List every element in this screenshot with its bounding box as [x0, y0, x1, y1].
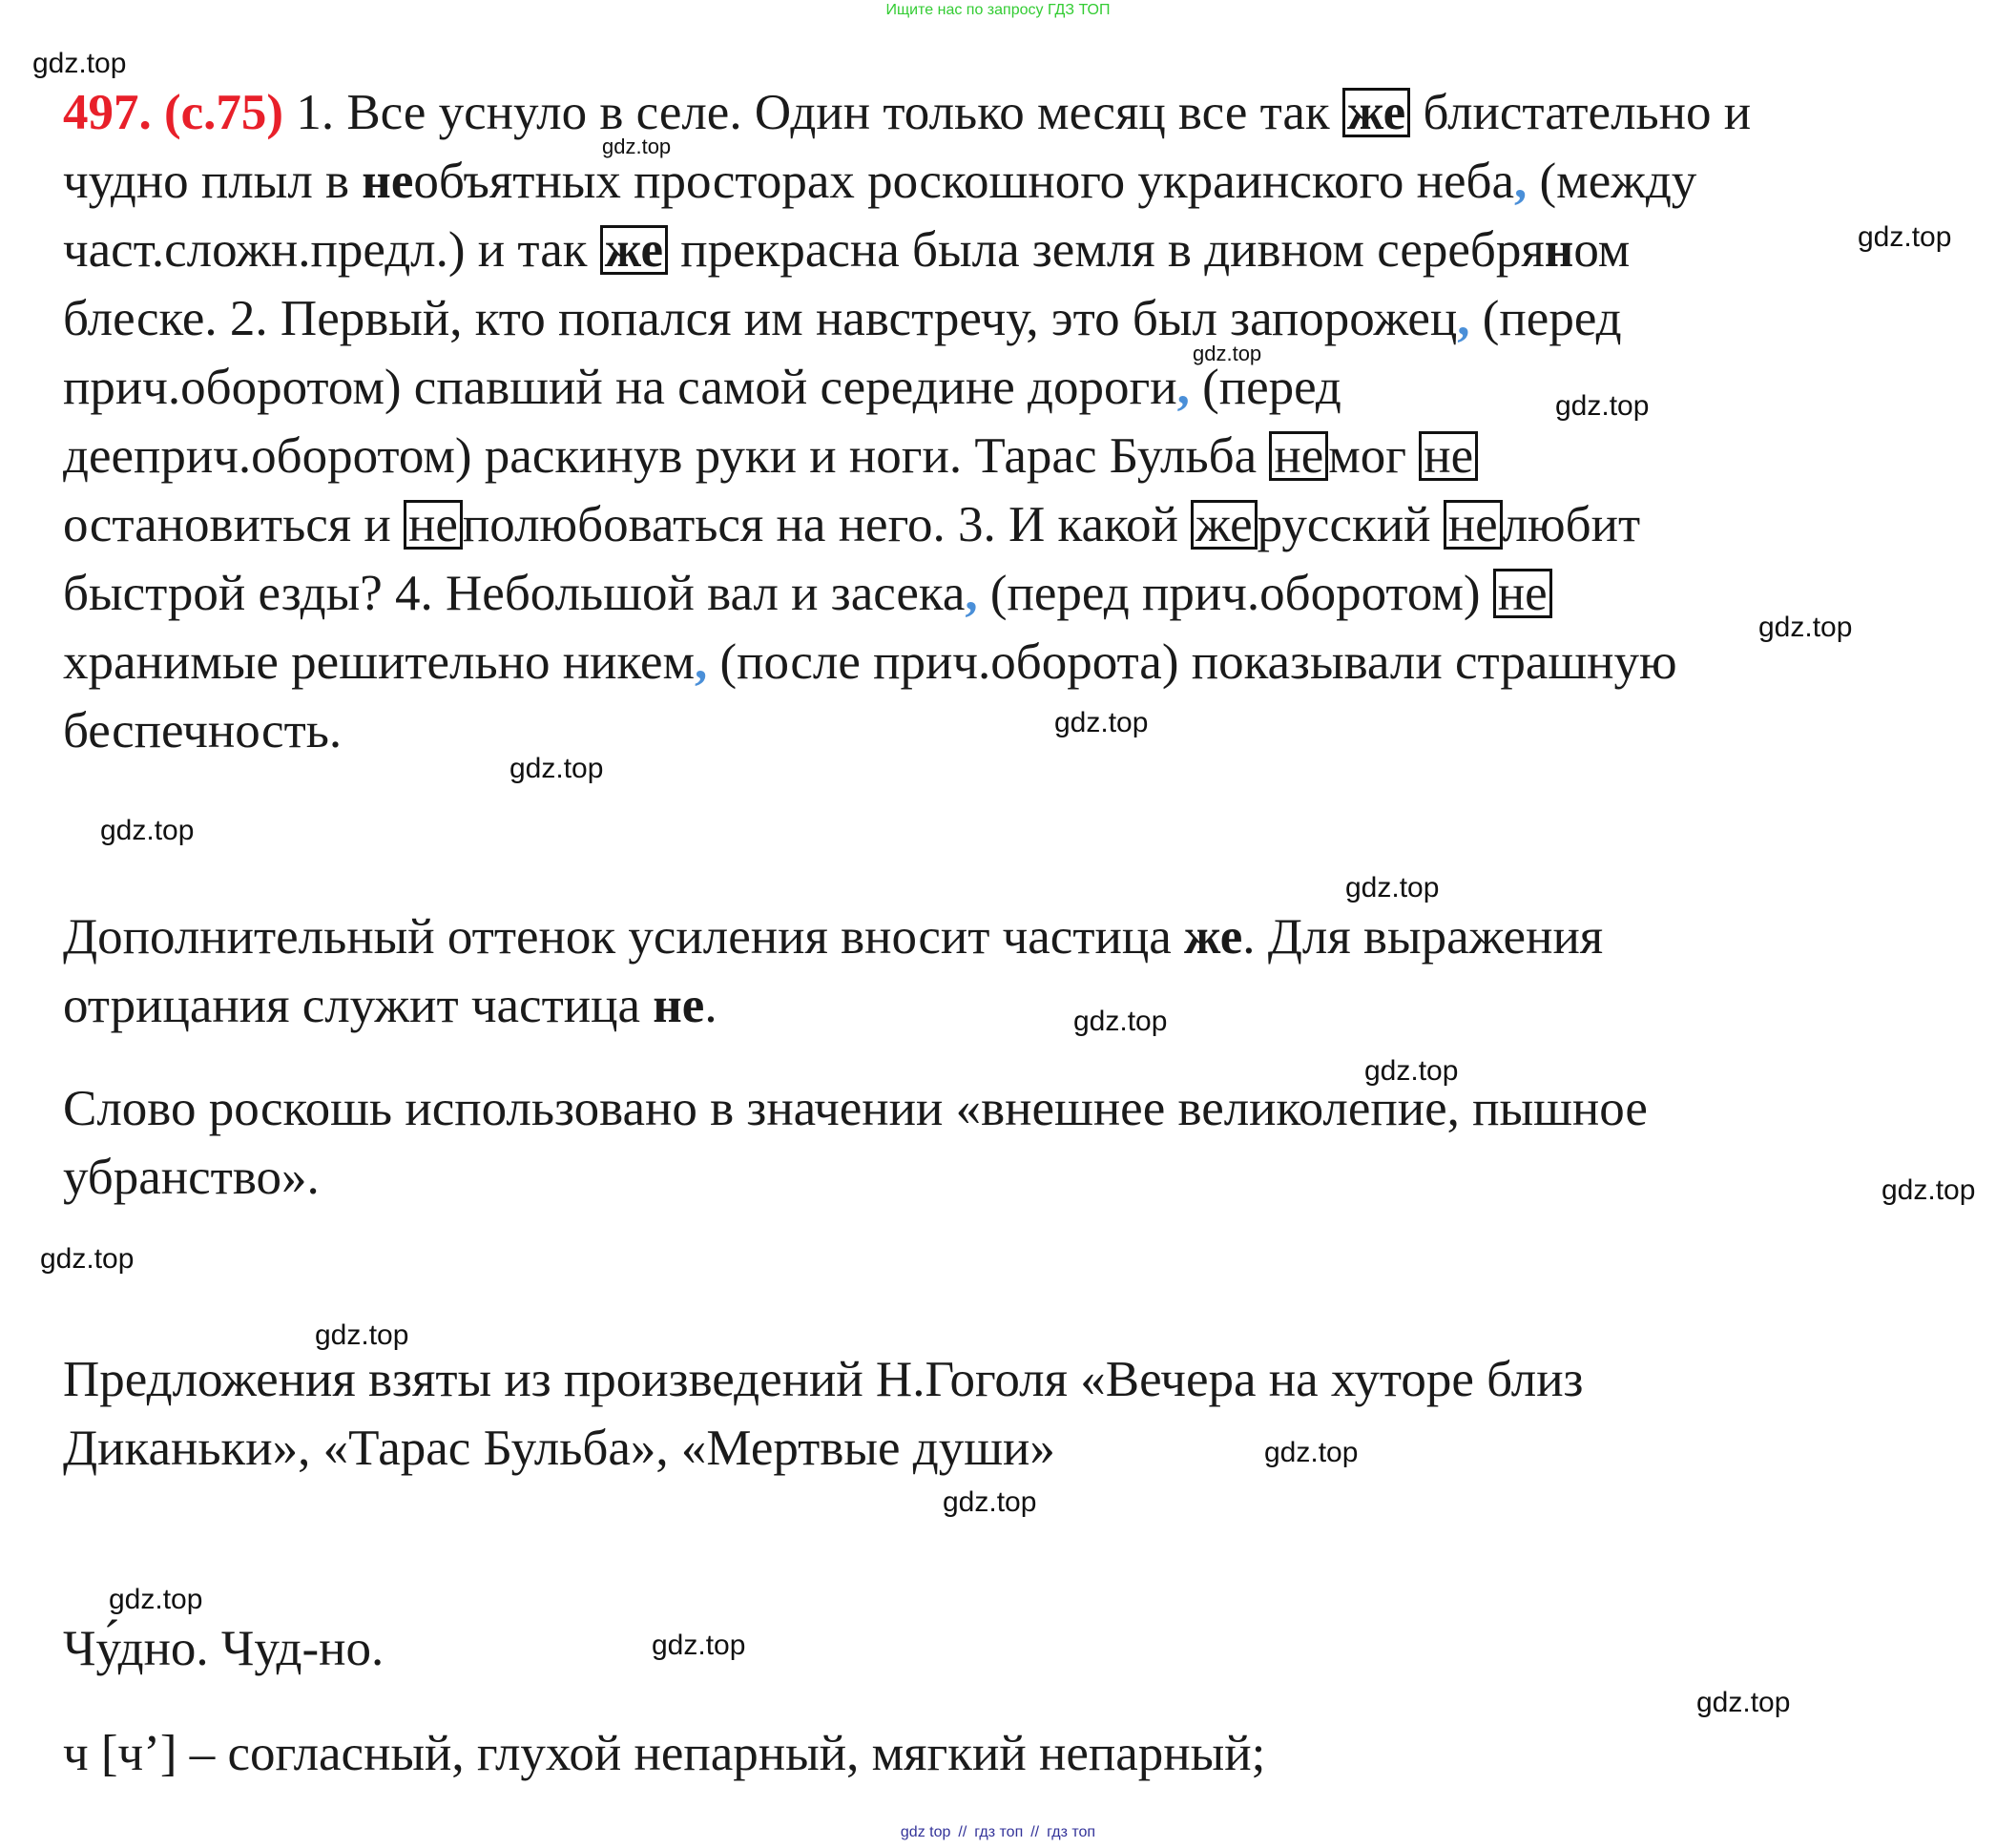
- text-span: (перед прич.оборотом): [977, 566, 1493, 621]
- footer-link[interactable]: гдз топ: [974, 1824, 1024, 1840]
- text-line: ч [ч’] – согласный, глухой непарный, мягкий непарный;: [63, 1726, 1266, 1781]
- watermark: gdz.top: [1364, 1055, 1459, 1087]
- text-span: (после прич.оборота) показывали страшную: [707, 634, 1677, 690]
- text-line: [63, 903, 1933, 971]
- particle-box: не: [1444, 500, 1503, 550]
- text-span: хранимые решительно никем: [63, 634, 696, 690]
- exercise-text: [63, 78, 1933, 765]
- text-line: [63, 147, 1933, 216]
- text-line: [63, 628, 1933, 696]
- text-span: . Для выражения: [1242, 909, 1604, 965]
- text-line: [63, 284, 1933, 353]
- comma-mark: ,: [965, 566, 978, 621]
- particle-box: же: [600, 225, 668, 275]
- watermark: gdz.top: [652, 1630, 746, 1661]
- text-span: мог: [1328, 428, 1420, 484]
- word-analysis: [63, 1614, 1933, 1683]
- text-span: (перед: [1189, 360, 1341, 415]
- watermark: gdz.top: [315, 1319, 409, 1351]
- particle-box: не: [1269, 431, 1328, 481]
- text-line: [63, 353, 1933, 422]
- text-span: быстрой езды? 4. Небольшой вал и засека: [63, 566, 966, 621]
- text-line: [63, 216, 1933, 284]
- watermark: gdz.top: [40, 1243, 135, 1275]
- watermark: gdz.top: [1696, 1687, 1791, 1718]
- footer-link[interactable]: гдз топ: [1047, 1824, 1096, 1840]
- watermark: gdz.top: [1882, 1174, 1976, 1206]
- text-span: .: [704, 978, 717, 1033]
- text-line: [63, 78, 1933, 147]
- watermark: gdz.top: [1193, 342, 1262, 365]
- bold-particle: не: [362, 154, 414, 209]
- text-span: (перед: [1469, 291, 1622, 346]
- text-span: полюбоваться на него. 3. И какой: [462, 497, 1192, 552]
- text-span: ом: [1573, 222, 1631, 278]
- bold-particle: не: [653, 978, 705, 1033]
- watermark: gdz.top: [1073, 1006, 1168, 1037]
- watermark: gdz.top: [509, 753, 604, 784]
- text-line: убранство».: [63, 1150, 320, 1205]
- text-line: [63, 490, 1933, 559]
- exercise-number: 497. (с.75): [63, 85, 284, 140]
- text-span: част.сложн.предл.) и так: [63, 222, 600, 278]
- text-span: остановиться и: [63, 497, 405, 552]
- footer-links: [0, 1824, 1996, 1841]
- bold-particle: же: [1183, 909, 1243, 965]
- text-span: блеске. 2. Первый, кто попался им навстречу, это был запорожец: [63, 291, 1458, 346]
- text-line: [63, 559, 1933, 628]
- text-span: любит: [1502, 497, 1641, 552]
- text-span: отрицания служит частица: [63, 978, 654, 1033]
- comma-mark: ,: [1457, 291, 1470, 346]
- comma-mark: ,: [1176, 360, 1190, 415]
- text-line: Чу́дно. Чуд-но.: [63, 1621, 385, 1676]
- watermark: gdz.top: [1054, 707, 1149, 738]
- text-span: блистательно и: [1410, 85, 1752, 140]
- particle-explanation: [63, 903, 1933, 1040]
- watermark: gdz.top: [100, 815, 195, 846]
- particle-box: не: [404, 500, 463, 550]
- phonetic-analysis: [63, 1719, 1933, 1788]
- watermark: gdz.top: [1758, 612, 1853, 643]
- text-span: чудно плыл в: [63, 154, 363, 209]
- top-banner[interactable]: Ищите нас по запросу ГДЗ ТОП: [885, 2, 1111, 18]
- footer-separator: //: [1030, 1824, 1040, 1840]
- text-span: 1. Все уснуло в селе. Один только месяц все так: [283, 85, 1342, 140]
- watermark: gdz.top: [1345, 872, 1440, 903]
- particle-box: же: [1191, 500, 1257, 550]
- watermark: gdz.top: [943, 1486, 1037, 1518]
- watermark: gdz.top: [602, 135, 672, 158]
- text-span: Дополнительный оттенок усиления вносит частица: [63, 909, 1184, 965]
- watermark: gdz.top: [109, 1584, 203, 1615]
- particle-box: же: [1342, 88, 1410, 137]
- watermark: gdz.top: [1858, 221, 1952, 253]
- bold-letter: н: [1544, 222, 1574, 278]
- text-line: [63, 971, 1933, 1040]
- watermark: gdz.top: [1264, 1437, 1359, 1468]
- text-span: русский: [1257, 497, 1444, 552]
- comma-mark: ,: [695, 634, 708, 690]
- text-span: дееприч.оборотом) раскинув руки и ноги. Тарас Бульба: [63, 428, 1270, 484]
- text-line: Диканьки», «Тарас Бульба», «Мертвые души»: [63, 1421, 1055, 1476]
- particle-box: не: [1493, 569, 1552, 618]
- text-span: прекрасна была земля в дивном серебря: [667, 222, 1545, 278]
- text-line: Предложения взяты из произведений Н.Гоголя «Вечера на хуторе близ: [63, 1352, 1584, 1407]
- text-span: прич.оборотом) спавший на самой середине дороги: [63, 360, 1177, 415]
- text-line: беспечность.: [63, 703, 343, 758]
- text-span: (между: [1527, 154, 1697, 209]
- text-line: [63, 422, 1933, 490]
- text-span: объятных просторах роскошного украинского неба: [413, 154, 1514, 209]
- watermark: gdz.top: [1555, 390, 1650, 422]
- footer-link[interactable]: gdz top: [900, 1824, 951, 1840]
- particle-box: не: [1419, 431, 1478, 481]
- comma-mark: ,: [1514, 154, 1528, 209]
- source-note: [63, 1345, 1933, 1483]
- text-line: Слово роскошь использовано в значении «внешнее великолепие, пышное: [63, 1081, 1648, 1136]
- word-meaning: [63, 1074, 1933, 1212]
- footer-separator: //: [958, 1824, 967, 1840]
- watermark: gdz.top: [32, 48, 127, 79]
